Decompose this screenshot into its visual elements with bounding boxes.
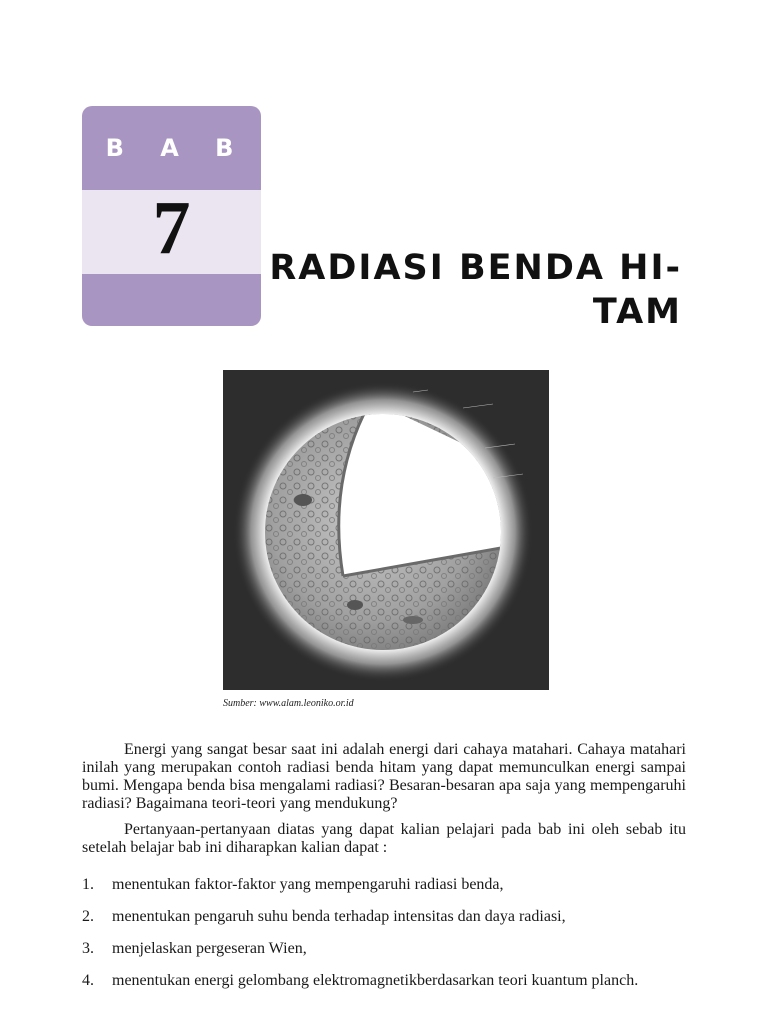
list-item-number: 3. (82, 940, 94, 957)
chapter-badge (82, 106, 261, 326)
list-item-number: 2. (82, 908, 94, 925)
list-item-text: menjelaskan pergeseran Wien, (112, 940, 307, 957)
chapter-title (262, 246, 682, 334)
list-item (82, 972, 692, 990)
list-item-text: menentukan pengaruh suhu benda terhadap intensitas dan daya radiasi, (112, 908, 566, 925)
list-item-number: 4. (82, 972, 94, 989)
sun-illustration (223, 370, 549, 690)
list-item-text: menentukan faktor-faktor yang mempengaruhi radiasi benda, (112, 876, 504, 893)
chapter-number: 7 (152, 186, 191, 270)
list-item (82, 876, 692, 894)
chapter-title-line-1: RADIASI BENDA HI- (269, 248, 682, 288)
chapter-label: B A B (105, 134, 248, 162)
list-item-text: menentukan energi gelombang elektromagnetikberdasarkan teori kuantum planch. (112, 972, 639, 989)
intro-paragraph-2: Pertanyaan-pertanyaan diatas yang dapat kalian pelajari pada bab ini oleh sebab itu setelah belajar bab ini diharapkan kalian dapat : (82, 821, 686, 856)
list-item (82, 908, 692, 926)
chapter-title-line-2: TAM (592, 292, 682, 332)
intro-text (82, 741, 686, 865)
learning-objectives-list (82, 876, 692, 1004)
list-item-number: 1. (82, 876, 94, 893)
figure-caption: Sumber: www.alam.leoniko.or.id (223, 698, 354, 709)
sun-cross-section-image (223, 370, 549, 690)
intro-paragraph-1: Energi yang sangat besar saat ini adalah energi dari cahaya matahari. Cahaya matahari inilah yang merupakan contoh radiasi benda hitam yang dapat memunculkan energi sampai bumi. Mengapa benda bisa mengalami radiasi? Besaran-besaran apa saja yang mempengaruhi radiasi? Bagaimana teori-teori yang mendukung? (82, 741, 686, 812)
list-item (82, 940, 692, 958)
